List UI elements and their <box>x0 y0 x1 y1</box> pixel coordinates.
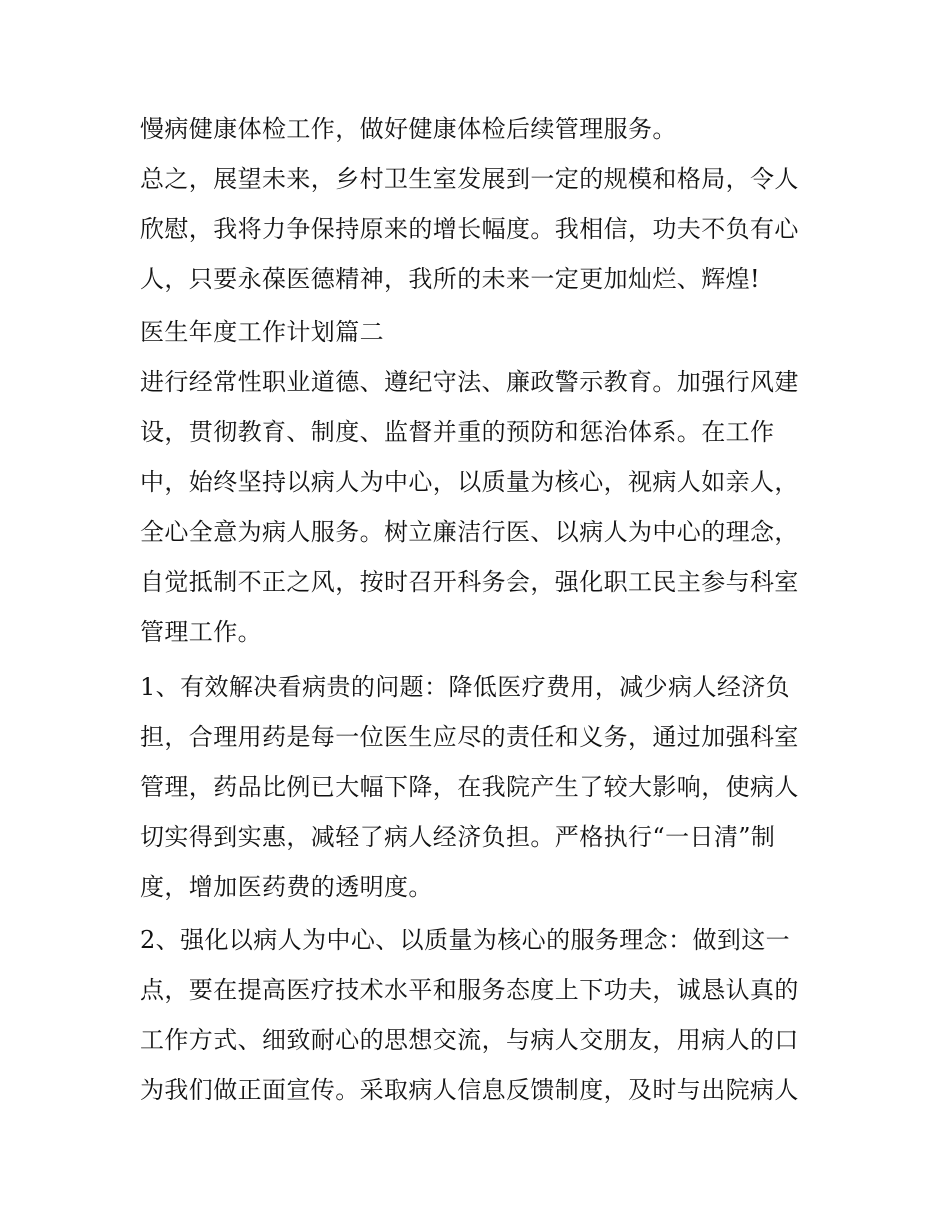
text-line: 全心全意为病人服务。树立廉洁行医、以病人为中心的理念， <box>140 518 799 546</box>
text-line: 点，要在提高医疗技术水平和服务态度上下功夫，诚恳认真的 <box>140 976 799 1004</box>
text-line: 2、强化以病人为中心、以质量为核心的服务理念：做到这一 <box>140 926 791 954</box>
text-line: 进行经常性职业道德、遵纪守法、廉政警示教育。加强行风建 <box>140 368 799 396</box>
text-line: 切实得到实惠，减轻了病人经济负担。严格执行“一日清”制 <box>140 823 776 851</box>
text-line: 度，增加医药费的透明度。 <box>140 873 433 901</box>
text-line: 慢病健康体检工作，做好健康体检后续管理服务。 <box>140 115 677 143</box>
text-line: 工作方式、细致耐心的思想交流，与病人交朋友，用病人的口 <box>140 1026 799 1054</box>
text-line: 担，合理用药是每一位医生应尽的责任和义务，通过加强科室 <box>140 723 799 751</box>
text-line: 为我们做正面宣传。采取病人信息反馈制度，及时与出院病人 <box>140 1076 799 1104</box>
text-line: 设，贯彻教育、制度、监督并重的预防和惩治体系。在工作 <box>140 418 775 446</box>
text-line: 管理，药品比例已大幅下降，在我院产生了较大影响，使病人 <box>140 773 799 801</box>
text-line: 自觉抵制不正之风，按时召开科务会，强化职工民主参与科室 <box>140 568 799 596</box>
text-line: 总之，展望未来，乡村卫生室发展到一定的规模和格局，令人 <box>140 165 799 193</box>
text-line: 管理工作。 <box>140 618 262 646</box>
text-line: 1、有效解决看病贵的问题：降低医疗费用，减少病人经济负 <box>140 673 791 701</box>
text-line: 人，只要永葆医德精神，我所的未来一定更加灿烂、辉煌! <box>140 265 761 293</box>
section-heading: 医生年度工作计划篇二 <box>140 318 384 346</box>
text-line: 欣慰，我将力争保持原来的增长幅度。我相信，功夫不负有心 <box>140 215 799 243</box>
text-line: 中，始终坚持以病人为中心，以质量为核心，视病人如亲人， <box>140 468 799 496</box>
